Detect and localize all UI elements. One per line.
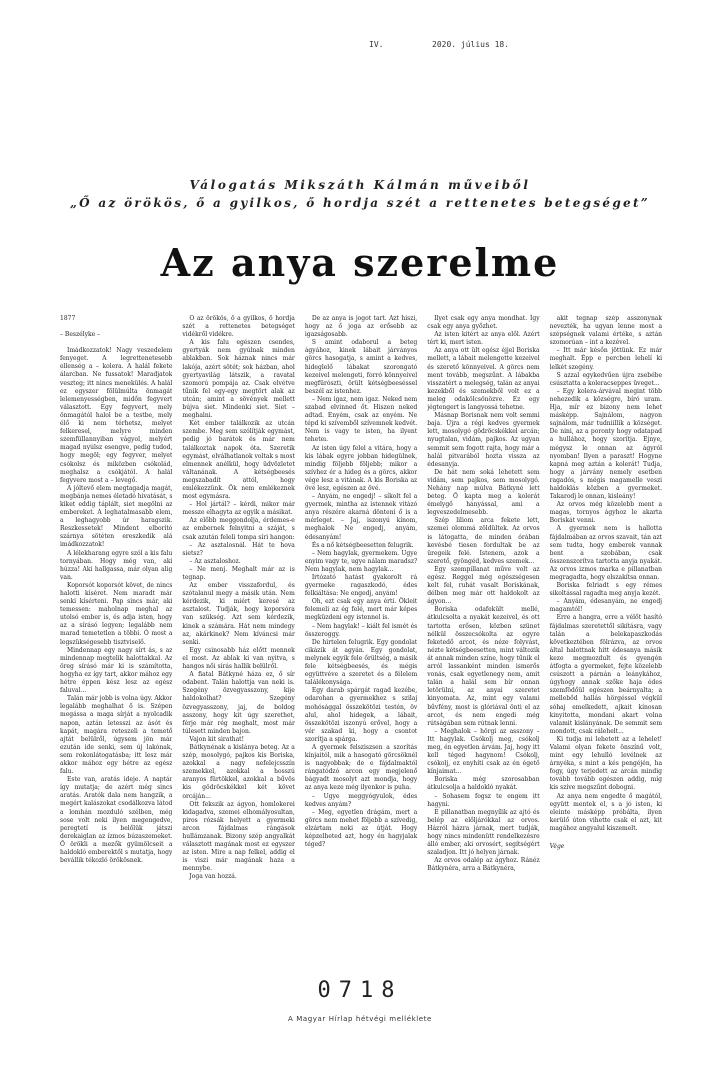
article-subhead: – Beszélyke – [60, 331, 101, 339]
article-paragraph: Erre a hangra, erre a vélőt hasító fájdalmas szeretettől sikításra, vagy talán a belekapaszkodás következtében fölrázva, az orvos által halottnak hitt édesanya másik keze megmozdult és gyengén átfogta a gyermeket, fejte közelebb csúszott a párnán a leánykához, úgyhogy annak szőke haja édes szemfödőül egészen beárnyalta; a mellebőd hallás hörgéssel végkül sóhaj emelkedett, ajkait kínosan kinyitotta, mondani akart volna valamit kislányának. De semmit sem mondott, csak rálehelt... [549, 614, 662, 735]
article-paragraph: S amint odaborul a beteg ágyához, kinek lábait járványos görcs hasogatja, s amint a kedves, hideglelő lábakat szorongató kezeivel melengeti, forró könnyeivel megfürószti, örült kétségbeeséssel beszél az istenhez. [304, 339, 418, 395]
article-paragraph: A lélekharang egyre szól a kis falu tornyában. Hogy még van, aki húzza! Aki hallgassa, már olyan alig van. [60, 549, 173, 581]
article-paragraph: Szép liliom arca fekete lett, szemei olommá zöldültek. Az orvos is látogatta, de minden órában kevésbé tiesen fordultak be az üregeik felé. Istenem, azok a szerető, gyöngéd, kedves szemek... [427, 517, 540, 565]
article-paragraph: Ki tudja mi lehetett az a lehelet! Valami olyan fekete önszínű volt, mint egy lehulló levélnek az árnyéka, s mint a kés pengéjén, ha fogy, úgy terjedett az arcán mindig tovább tovább egészen addig, míg kis szíve megszűnt dobogni. [549, 735, 662, 792]
article-paragraph: Boriska odafekült mellé, átkulcsolta a nyakát kezeivel, és ott tartotta erősen, közben szünet nélkül összecsókolta az egyre feketedő arcot, és néze folyvást, nézte kétségbeesetten, mint változik át annak minden színe, hogy tűnik el arról lassanként minden ismerős vonás, csak egyetlenegy nem, amit talán a halál sem bír onnan letörülni, az anyai szeretet kinyomata. Az, mint egy valami bűvfény, most is glóriával önti el az arcot, és nem engedi még rútságában sem rútnak lenni. [427, 606, 540, 727]
article-paragraph: S azzal egykedvűen újra zsebébe csúsztatta a koleracseppes üveget... [549, 371, 662, 387]
article-paragraph: – Nem hagylak! – kiált fel ismét és összeroggy. [304, 622, 418, 638]
article-paragraph: – Ne menj. Meghalt már az is tegnap. [182, 565, 295, 581]
article-paragraph: Két ember találkozik az utcán szembe. Meg sem szólítják egymást, pedig jó barátok és már nem találkoztak napok óta. Szeretik egymást, elválhatlanok voltak s most elmennek anélkül, hogy üdvözletet váltanának. A kétségbeesés megszabadít attól, hogy emlékezzünk. Ők nem emlékeznek most egymásra. [182, 420, 295, 501]
article-paragraph: Joga van hozzá. [189, 873, 237, 881]
article-paragraph: Egy darab spárgát ragad kezébe, odarohan a gyermekhez s szilaj mohósággal összekötözi testén, öv alul, ahol hidegek, a lábait, összekötözi iszonyú erővel, hogy a vér szakad ki, hogy a csontot szorítja a spárga. [304, 687, 418, 743]
article-paragraph: Koporsót koporsót követ, de nincs halotti kíséret. Nem maradt már senki kísérteni. Pap sincs már, aki temessen: maholnap meghal az utolsó ember is, és adja isten, hogy az a sírásó legyen; legalább nem marad temetetlen a többi. Ó most a legszükségesebb tisztviselő. [60, 581, 173, 646]
article-paragraph: – Nem hagylak, gyermekem. Ugye enyim vagy te, ugye nálam maradsz? Nem hagylak, nem hagylak... [304, 549, 418, 573]
article-paragraph: – Nem igaz, nem igaz. Neked nem szabad elvinned őt. Hiszen neked adtad. Enyém, csak az enyém. Ne tépd ki szívemből szívemnek kedvét. Nem is vagy te isten, ha ilyent teheteı. [304, 395, 418, 444]
article-paragraph: Az anya nem engedte ő magától, együtt mentek el, s a jó isten, ki eleinte másképp próbálta, ilyen kerülő úton vihette csak el azt, kit magához angyalul kiszemelt. [549, 792, 662, 832]
article-paragraph: Ilyet csak egy anya mondhat. Így csak egy anya győzhet. [427, 315, 540, 331]
article-paragraph: Egy csinosabb ház előtt mennek el most. Az ablak ki van nyitva, s hangos női sírás hallik belülről. [182, 646, 295, 671]
article-paragraph: – Sohasem fogsz te engem itt hagyni. [427, 792, 540, 808]
article-paragraph: – Az asztaloshoz. [189, 557, 241, 565]
article-paragraph: Boriska felriadt s egy rémes sikoltással ragadta meg anyja kezét. [549, 582, 662, 598]
article-signoff: Vége [549, 843, 565, 850]
article-title: Az anya szerelme [160, 240, 560, 285]
article-paragraph: Az isten úgy felel a vitára, hogy a kis lábak egyre jobban hidegülnek, mindig följebb följebb; mikor a szívhez ér a hideg és a görcs, akkor vége lesz a vitának. A kis Boriska az övé lesz, egészen az övé. [304, 444, 418, 492]
article-paragraph: A gyermek nem is hallotta fájdalmában az orvos szavait, tán azt sem tudta, hogy emberek vannak bent a szobában, csak összenszorítva tartotta anyja nyakát. Az orvos izmos marka e pillanatban megragadta, hogy elszakítsa onnan. [549, 525, 662, 581]
article-paragraph: E pillanatban megnyílik az ajtó és belép az előljárókkal az orvos. Házról házra járnak, mert tudják, hogy nincs mindenütt rendelkezésre álló ember, aki orvosért, segítségért szaladjon. Itt jó helyen járnak. [427, 808, 540, 857]
article-paragraph: – Meg, egyetlen drágám, mert a görcs nem mehet följebb a szívedig, elzártam neki az útját. Hogy képzelheted azt, hogy én hagyjalak téged? [304, 808, 418, 849]
article-year: 1877 [60, 315, 76, 322]
article-paragraph: Talán már jobb is volna úgy. Akkor legalább meghalhat ő is. Szépen megássa a maga sírját a nyolcadik napon, aztán letesszi az ásót és kapát, magára reteszeli a temető ajtát belülről, úgysem jön már ezután ide senki, sem új lakónak, sem rokonlátogatásba; itt lesz már akkor mához egy hétre az egész falu. [60, 695, 173, 776]
article-paragraph: Az anya ott ült egész éjjel Boriska mellett, a lábait melengette kezeivel és szerető könnyeivel. A görcs nem ment tovább, megszűnt. A lábakba visszatért a melegség, talán az anyai kezekből és szemekből volt ez a meleg odakölcsönözve. Ez egy jégtengert is langyossá tehetne. [427, 347, 540, 412]
article-paragraph: – Az asztalosnál. Hát te hova sietsz? [182, 541, 295, 557]
article-paragraph: – Egy kolera-árvával megint több nehezedik a községre, bíró uram. Hja, mír ez bizony nem lehet másképp. Sajnálom, nagyon sajnálom, már tudniillik a községet. De nini, az a poronty hogy odatapad a hullához, hogy szorítja. Ejnye, mégysz le onnan az ágyról nyomban! Ilyen a paraszt! Hogyne kapná meg aztán a kolerát! Tudja, hogy a járvány nemely esetben ragadós, s mégis magamelle veszi haldoklás közben a gyermeket. Takarodj le onnan, kisleány! [549, 387, 662, 501]
article-paragraph: Másnap Borisnak nem volt semmi baja. Újra a régi kedves gyermek lett, mosolygó gödröcskékkel arcán; nyugtalan, vidám, pajkos. Az ugyan semmit sem fogott rajta, hogy már a halál pitvarából hozta vissza az édesanyja. [427, 412, 540, 468]
article-paragraph: A gyermek felsziszsen a szorítás kínjaitól, mik a hasogató görcsöknél is nagyobbak; de e fájdalmaktól rángatódzó arcon egy megjelenő bágyadt mosolyt azt mondja, hogy az anya keze még ilyenkor is puha. [304, 743, 418, 792]
article-paragraph: – Itt már későn jöttünk. Ez már meghalt. Épp e percben lehelí ki lelkét szegény. [549, 347, 662, 371]
article-paragraph: A fiatal Bátkyné háza ez, ő sír odabent. Talán halottja van neki is. Szegény özvegyasszony, kije haldokolhat? Szegény özvegyasszony, jaj, de boldog asszony, hogy kit úgy szerethet, férje már rég meghalt, most már túlesett minden bajon. [182, 671, 295, 735]
article-paragraph: – Hol jártál? – kérdi, mikor már messze elhagyta az egyik a másikat. [182, 501, 295, 517]
article-paragraph: Irtózató hatást gyakorolt rá gyermeke ragaszkodó, édes felkiáltása: Ne engedj, anyám! [304, 574, 418, 598]
article-paragraph: Az előbb meggondolja, érdemes-e az embernek felnyitni a száját, s csak azután feleli tompa síri hangon: [182, 517, 295, 541]
article-paragraph: Bátkynénak a kislánya beteg. Az a szép, mosolygó, pajkos kis Boriska, azokkal a nagy nefelejcsszín szemekkel, azokkal a hosszú aranyos fürtökkel, azokkal a bűvös kis gödröcskékkel két követ orcáján... [182, 743, 295, 800]
article-paragraph: De az anya is jogot tart. Azt hiszi, hogy az ő joga az erősebb az igazságosabb. [304, 315, 418, 339]
article-paragraph: Az orvos odalép az ágyhoz. Ránéz Bátkynéra, arra a Bátkynéra, [427, 857, 540, 873]
article-paragraph: – Meghalok – hörgi az asszony – Itt hagylak. Csókolj meg, csókolj meg, én egyetlen árvám. Jaj, hogy itt kell téged hagynom! Csókolj, csókolj, ez enyhíti csak az én égető kínjaimat... [427, 727, 540, 776]
article-column-2 [182, 315, 294, 925]
article-paragraph: Oh, ezt csak egy anya érti. Ökleit felemeli az ég felé, mert már képes megküzdeni egy istennel is. [304, 598, 418, 622]
article-paragraph: Este van, aratás ideje. A naptár így mutatja; de azért még sincs aratás. Aratók dala nem hangzik, a megért kalászokat csodálkozva látod a lomhán mozduló szélben, még sose volt neki ilyen megengedve, peregtetí is belőlük játszi derekaiglan az ízmos búzaszemeket. Ő örökli a mezők gyümölcseit a haldokló emberektől s mutatja, hogy bevállik tékozló örökösnek. [60, 776, 173, 865]
article-paragraph: De hirtelen felugrik. Egy gondolat cikázik át agyán. Egy gondolat, melynek egyik fele őrültség, a másik fele kétségbeesés, és mégis együttvéve a szeretet és a félelem találékonysága. [304, 638, 418, 687]
article-column-5 [550, 315, 662, 925]
article-paragraph: akit tegnap szép asszonynak nevezték, ha ugyan lenne most a szépségnek valami értéke, s aztán szomorúan – int a kezével. [549, 315, 662, 347]
article-column-1 [60, 315, 172, 925]
series-title: Válogatás Mikszáth Kálmán műveiből [189, 178, 531, 192]
article-paragraph: Az isten kitért az anya elől. Azért tért ki, mert isten. [427, 331, 540, 347]
article-paragraph: Ő az örökös, ő a gyilkos, ő hordja szét a rettenetes betegséget vidékről vidékre. [182, 315, 295, 339]
article-paragraph: És a nő kétségbeesetten felugrik. [311, 541, 414, 549]
article-paragraph: De hát nem soká lehetett sem vidám, sem pajkos, sem mosolygó. Nehány nap múlva Bátkyné lett beteg. Ő kapta meg a kolerát émelygő hányással, ami a legveszedelmesebb. [427, 468, 540, 517]
article-paragraph: Boriska még szorosabban átkulcsolja a haldokló nyakát. [427, 776, 540, 792]
article-paragraph: – Anyám, édesanyám, ne engedj magamtól! [549, 598, 662, 614]
article-paragraph: Imádkozzatok! Nagy veszedelem fenyeget. A legrettenetesebb ellenség a – kolera. A halál fekete álarcban. Ne fussatok! Maradjatok veszteg; itt nincs menekülés. A halál ez egyszer fölülmúlta önmagát lelemenyességben, midőn fegyvert választott. Egy fegyvert, mely önmagától halol be a testbe, mely élő ki nem térhetsz, melyet felkeresel, melyre minden szemfüllannyiban vágyol, melyért magad nyúlsz esengve, pedig tudod, hogy megöl; egy fegyver, melyet csókolsz és miközben csókolád, meghalsz a csókjától. A halál fegyvere most a – levegő. [60, 347, 173, 484]
article-paragraph: A jóltevő elem megtagadja magát, megbánja nemes életadó hivatását, s kiket eddig táplált, siet megölni az embereket. A leghatalmasabb elem, a leghagyobb úr haragszik. Reszkessetek! Mindent elborító szárnya sötéten ereszkedik alá imádkozzatok! [60, 484, 173, 549]
series-heading [0, 176, 720, 212]
article-column-4 [427, 315, 539, 925]
series-quote: „Ő az örökös, ő a gyilkos, ő hordja szét a rettenetes betegséget” [69, 196, 650, 210]
article-paragraph: Ott fekszik az ágyon, homlokerei kidagadva, szemei elhomályosultan, piros rózsák helyett a gyermeki arcon fájdalmas rángások hullámzanak. Bizony szép angyalkát választott magának most ez egyszer az isten. Mire a nap felkel, addig el is viszi már magának haza a mennybe. [182, 800, 295, 873]
article-paragraph: Egy szempillanat műve volt az egész. Reggel még egészségesen kelt fel, ruhát vasalt Boriskának, délben meg már ott haldokolt az ágyon... [427, 565, 540, 606]
article-paragraph: – Anyám, ne engedj! – síkolt fel a gyermek, mintha az istennek vitázó anya részére akarná dönteni ő is a mérleget. – Jaj, iszonyú kínom, meghalok Ne engedj, anyám, édesanyám! [304, 493, 418, 541]
article-column-3 [305, 315, 417, 925]
supplement-label: A Magyar Hírlap hétvégi melléklete [288, 1015, 432, 1023]
page-number: 0718 [317, 978, 403, 1003]
article-paragraph: Az ember visszafordul, és szótalanul megy a másik után. Nem kérdezik, ki miért keresé az asztalost. Tudják, hogy koporsóra van szükség. Azt sem kérdezik, kinek a számára. Hát nem mindegy az, akárkinek? Nem kíváncsi már senki. [182, 582, 295, 646]
article-body [60, 315, 662, 925]
article-paragraph: Az orvos még közelebb ment a magas, tornyos ágyhoz le akarta Boriskát venni. [549, 501, 662, 525]
issue-number: IV. [369, 40, 384, 49]
article-paragraph: Vajon kit sirathat! [189, 735, 245, 743]
issue-date: 2020. július 18. [432, 40, 510, 49]
article-paragraph: – Ugye meggyógyulok, édes kedves anyám? [304, 792, 418, 808]
article-paragraph: Mindennap egy nagy sírt ás, s az mindennap megtelik halottakkal. Az öreg sírásó már ki is számította, hogyha ez így tart, akkor mához egy hétre éppen kész lesz az egész faluval... [60, 646, 173, 695]
article-paragraph: A kis falu egészen csendes, gyertyák nem gyúlnak minden ablakban. Sok háznak nincs már lakója, azért sötét; sok házban, ahol gyertyavilág látszik, a ravatal szomorú pompája az. Csak elvétve tűnik fel egy-egy megtört alak az utcán; amint a sövények mellett bújva siet. Mindenki siet. Siet – meghalni. [182, 339, 295, 420]
